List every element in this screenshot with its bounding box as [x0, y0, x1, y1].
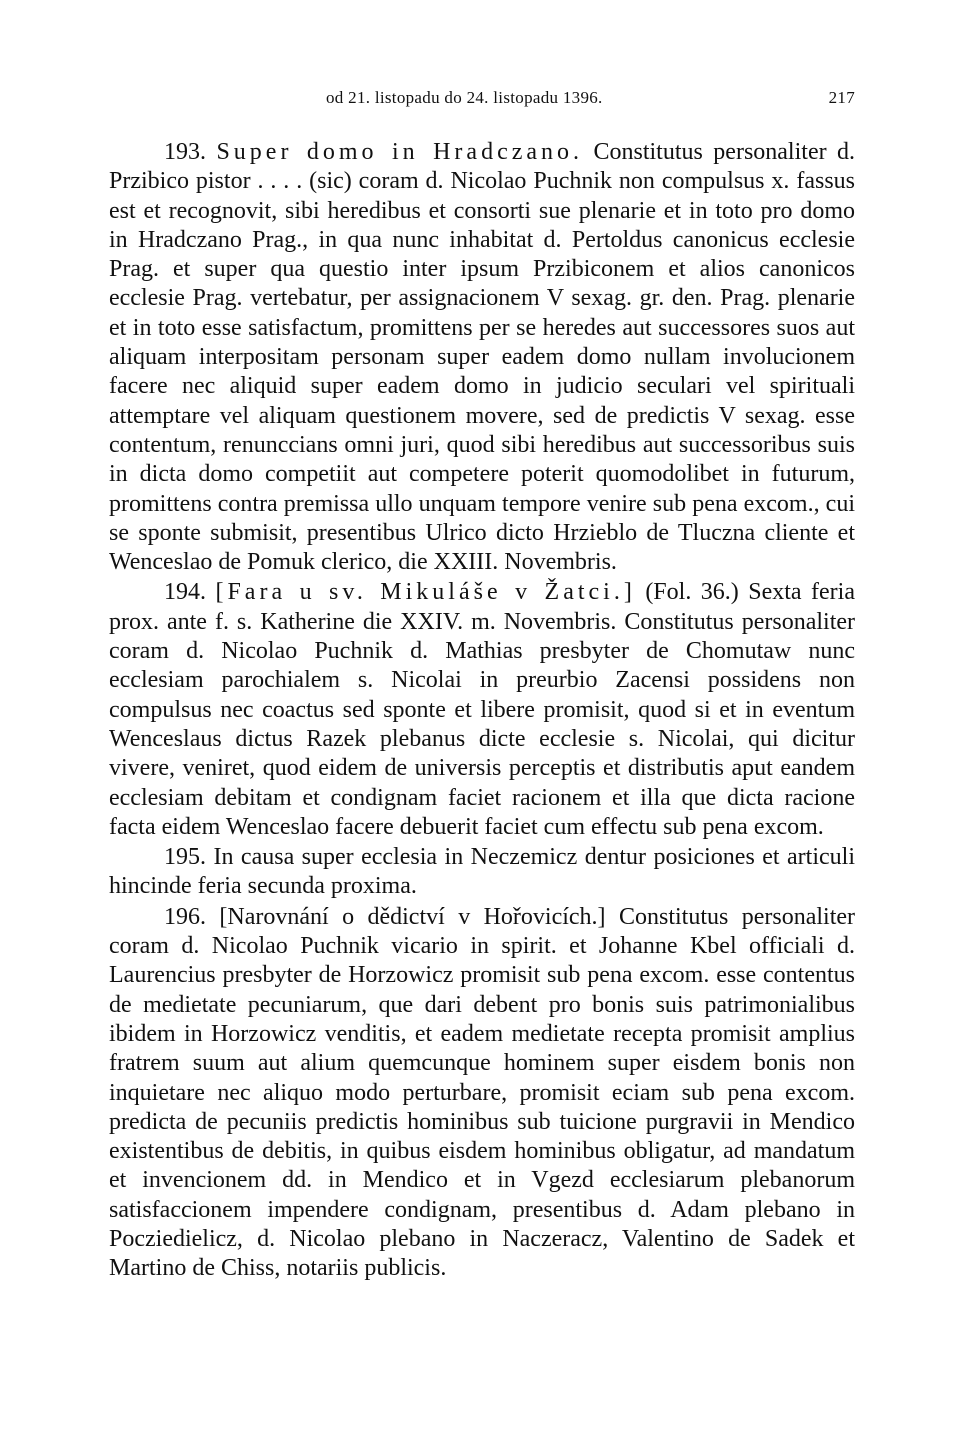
entry-194 — [109, 578, 855, 842]
entry-text: Constitutus personaliter coram d. Nicolao Puchnik vicario in spirit. et Johanne Kbel officiali d. Laurencius presbyter de Horzowicz promisit sub pena excom. esse contentus de medietate pecuniarum, que dari debent pro bonis suis patrimonialibus ibidem in Horzowicz venditis, et eadem medietate recepta promisit amplius fratrem suum aut alium quemcunque hominem super eisdem bonis non inquietare nec aliquo modo perturbare, promisit eciam sub pena excom. predicta de pecuniis predictis hominibus sub tuicione purgravii in Mendico existentibus de debitis, in quibus eisdem hominibus obligatur, ad mandatum et invencionem dd. in Mendico et in Vgezd ecclesiarum plebanorum satisfaccionem impendere condignam, presentibus d. Adam plebano in Pocziedielicz, d. Nicolao plebano in Naczeracz, Valentino de Sadek et Martino de Chiss, notariis publicis. — [109, 903, 856, 1282]
entry-heading: Super domo in Hradczano. — [216, 139, 584, 165]
entry-195 — [109, 843, 855, 902]
entry-193 — [109, 138, 855, 577]
entry-paragraph — [109, 578, 855, 842]
entry-number: 196. — [164, 903, 206, 930]
entries — [109, 138, 855, 1284]
entry-text: In causa super ecclesia in Neczemicz dentur posiciones et articuli hincinde feria secunda proxima. — [109, 844, 855, 900]
entry-number: 193. — [164, 139, 206, 165]
entry-number: 194. — [164, 579, 206, 606]
entry-paragraph — [109, 903, 855, 1284]
document-page — [109, 78, 855, 1284]
entry-paragraph — [109, 843, 855, 902]
entry-heading: [Narovnání o dědictví v Hořovicích.] — [219, 903, 606, 930]
page-number: 217 — [828, 88, 855, 107]
running-title: od 21. listopadu do 24. listopadu 1396. — [326, 88, 603, 107]
entry-number: 195. — [164, 844, 206, 871]
entry-text: Sexta feria prox. ante f. s. Katherine die XXIV. m. Novembris. Constitutus personaliter coram d. Nicolao Puchnik d. Mathias presbyter de Chomutaw nunc ecclesiam parochialem s. Nicolai in preurbio Zacensi possidens non compulsus nec coactus sed sponte et libere promisit, quod si et in eventum Wenceslaus dictus Razek plebanus dicte ecclesie s. Nicolai, qui dicitur vivere, veniret, quod eidem de universis perceptis et distributis aput eandem ecclesiam debitam et condignam faciet racionem et illa que dicta racione facta eidem Wenceslao facere debuerit faciet cum effectu sub pena excom. — [109, 579, 855, 840]
running-head — [109, 78, 855, 108]
entry-heading: [Fara u sv. Mikuláše v Žatci.] — [215, 579, 636, 606]
entry-text: Constitutus personaliter d. Przibico pistor . . . . (sic) coram d. Nicolao Puchnik non compulsus x. fassus est et recognovit, sibi heredibus et consorti sue plenarie et in toto pro domo in Hradczano Prag., in qua nunc inhabitat d. Pertoldus canonicus ecclesie Prag. et super qua questio inter ipsum Przibiconem et alios canonicos ecclesie Prag. vertebatur, per assignacionem V sexag. gr. den. Prag. plenarie et in toto esse satisfactum, promittens per se heredes aut successores suos aut aliquam interpositam personam super eadem domo nullam involucionem facere nec aliquid super eadem domo in judicio seculari vel spirituali attemptare vel aliquam questionem movere, sed de predictis V sexag. esse contentum, renunccians omni juri, quod sibi heredibus aut successoribus suis in dicta domo competiit aut competere poterit quomodolibet in futurum, promittens contra premissa ullo unquam tempore venire sub pena excom., cui se sponte submisit, presentibus Ulrico dicto Hrzieblo de Tluczna cliente et Wenceslao de Pomuk clerico, die XXIII. Novembris. — [109, 139, 856, 576]
entry-196 — [109, 903, 855, 1284]
entry-paragraph — [109, 138, 855, 577]
folio-reference: (Fol. 36.) — [645, 579, 739, 606]
